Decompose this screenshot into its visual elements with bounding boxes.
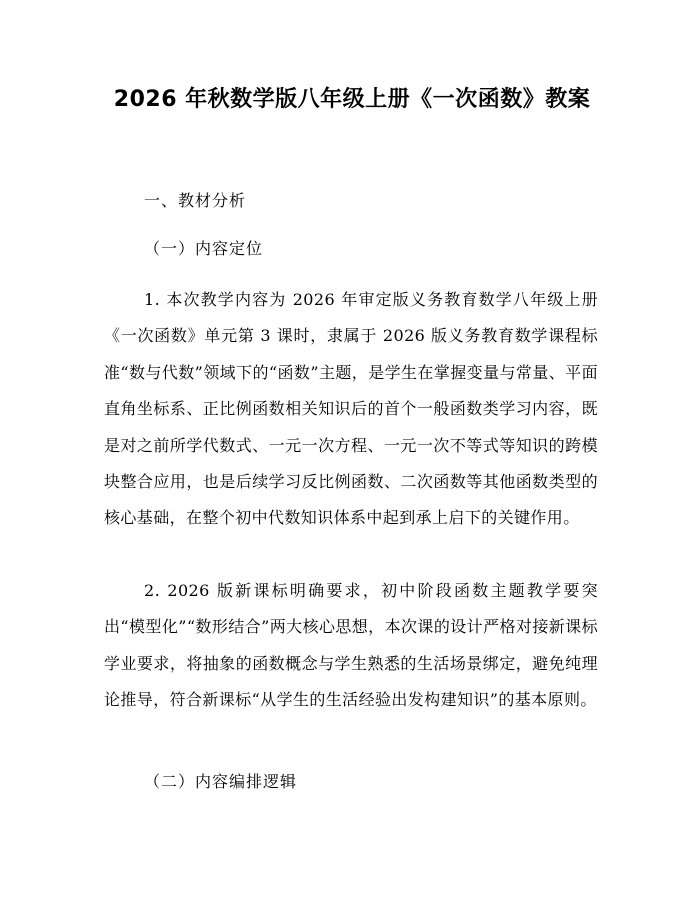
document-title: 2026 年秋数学版八年级上册《一次函数》教案 [113,87,591,112]
subsection-heading-content-positioning: （一）内容定位 [144,239,264,258]
paragraph-content-positioning-1: 1. 本次教学内容为 2026 年审定版义务教育数学八年级上册《一次函数》单元第 3 课时，隶属于 2026 版义务教育数学课程标准“数与代数”领域下的“函数”主题，是学生在掌握变量与常量、平面直角坐标系、正比例函数相关知识后的首个一般函数类学习内容，既是对之前所学代数式、一元一次方程、一元一次不等式等知识的跨模块整合应用，也是后续学习反比例函数、二次函数等其他函数类型的核心基础，在整个初中代数知识体系中起到承上启下的关键作用。 [104,290,598,528]
subsection-heading-content-arrangement: （二）内容编排逻辑 [144,772,298,791]
paragraph-content-positioning-2: 2. 2026 版新课标明确要求，初中阶段函数主题教学要突出“模型化”“数形结合”两大核心思想，本次课的设计严格对接新课标学业要求，将抽象的函数概念与学生熟悉的生活场景绑定，避免纯理论推导，符合新课标“从学生的生活经验出发构建知识”的基本原则。 [104,581,598,710]
section-heading-textbook-analysis: 一、教材分析 [144,191,247,210]
